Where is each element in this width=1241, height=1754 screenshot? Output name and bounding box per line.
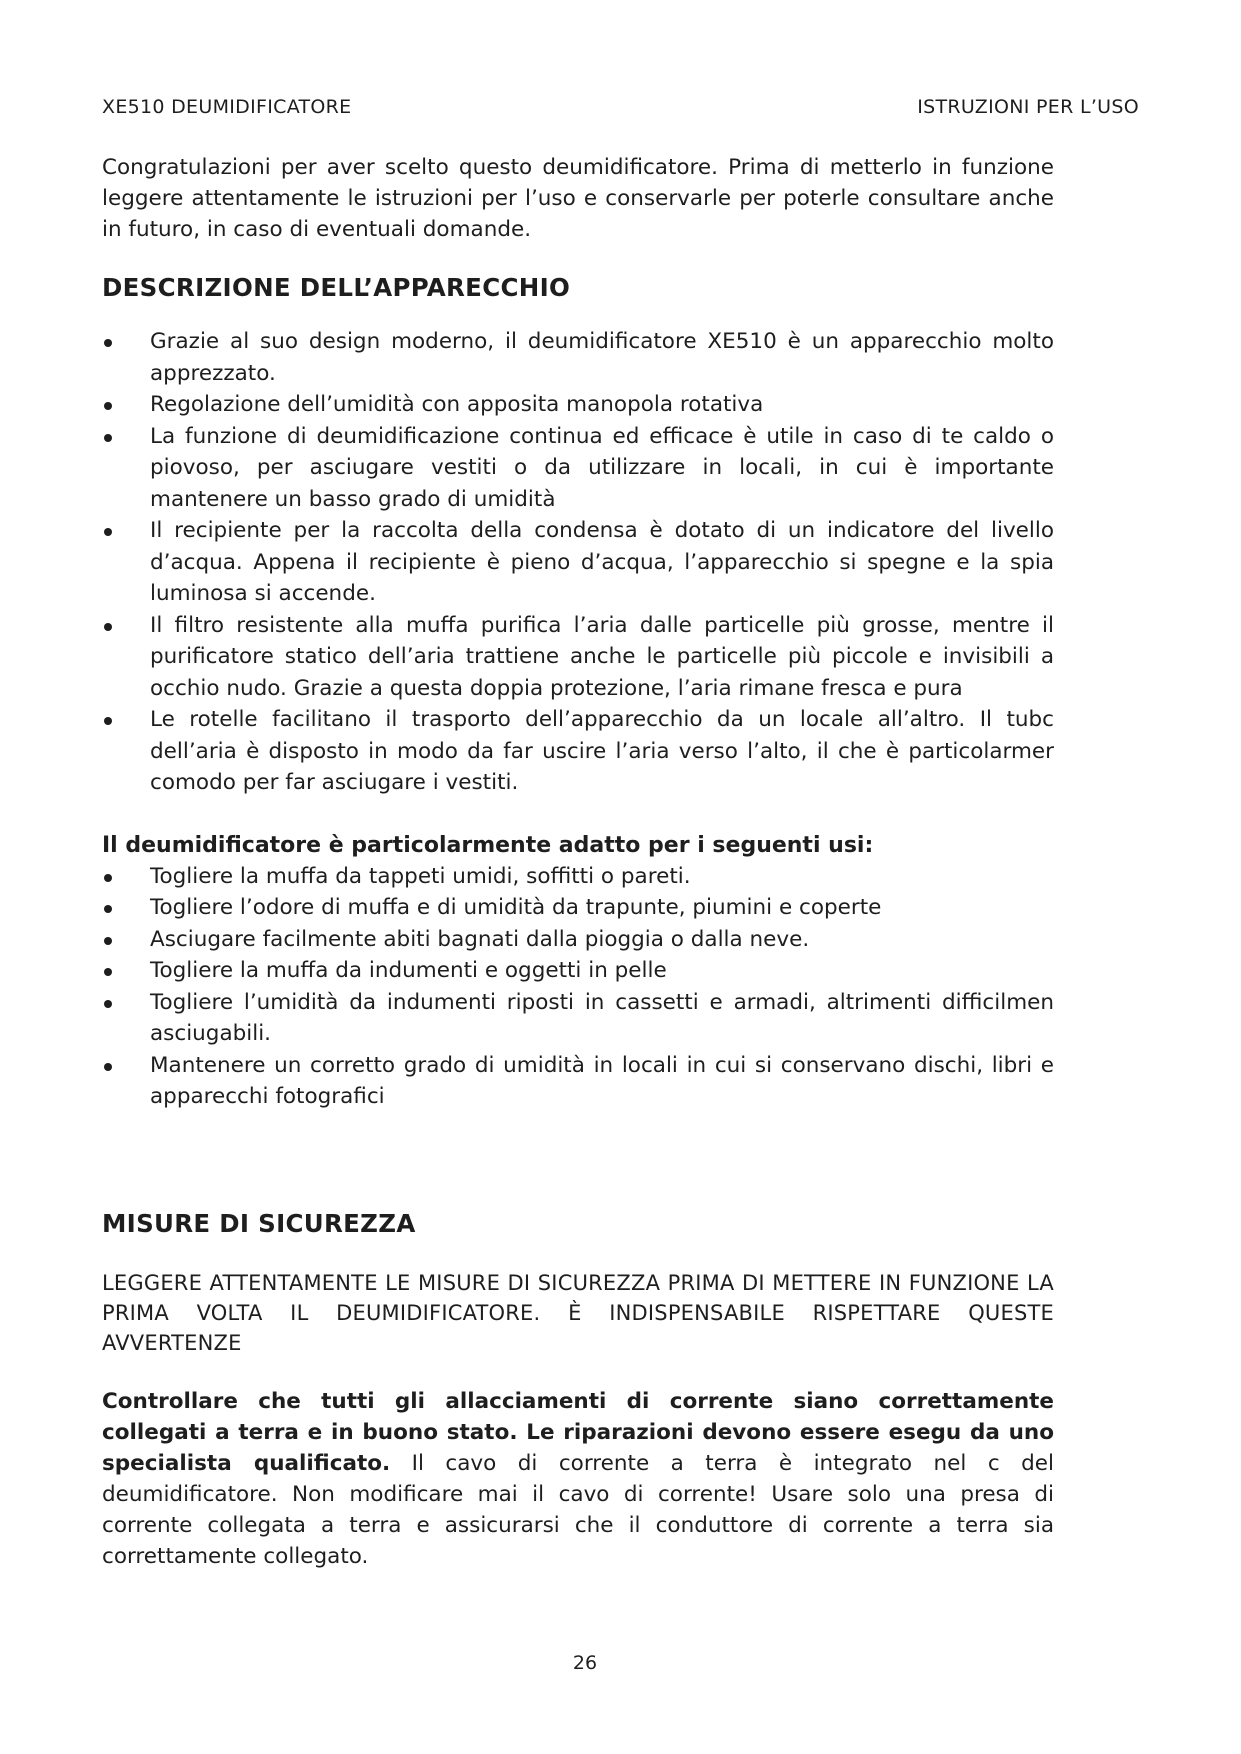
list-item-text: Togliere l’umidità da indumenti riposti in cassetti e armadi, altrimenti difficilmen asciugabili. [150,989,1054,1046]
intro-paragraph: Congratulazioni per aver scelto questo deumidificatore. Prima di metterlo in funzione leggere attentamente le istruzioni per l’uso e conservarle per poterle consultare anche in futuro, in caso di eventuali domande. [102,155,1054,242]
list-item [102,955,1054,987]
list-item [102,861,1054,893]
bullet-icon [104,905,112,913]
list-item [102,987,1054,1050]
list-item-text: Il recipiente per la raccolta della condensa è dotato di un indicatore del livello d’acqua. Appena il recipiente è pieno d’acqua, l’apparecchio si spegne e la spia luminosa si accende. [150,518,1054,606]
bullet-icon [104,968,112,976]
bullet-icon [104,528,112,536]
list-item [102,704,1054,799]
bullet-icon [104,937,112,945]
bullet-icon [104,339,112,347]
section-title-description: DESCRIZIONE DELL’APPARECCHIO [102,273,571,302]
list-item-text: Regolazione dell’umidità con apposita manopola rotativa [150,392,764,417]
uses-title: Il deumidificatore è particolarmente adatto per i seguenti usi: [102,832,874,858]
list-item [102,326,1054,389]
list-item-text: Mantenere un corretto grado di umidità in locali in cui si conservano dischi, libri e apparecchi fotografici [150,1052,1054,1109]
page-header [102,96,1139,124]
safety-instructions-paragraph [102,1386,1054,1572]
list-item-text: Grazie al suo design moderno, il deumidificatore XE510 è un apparecchio molto apprezzato. [150,329,1054,386]
bullet-icon [104,1000,112,1008]
list-item [102,421,1054,516]
uses-bullet-list [102,861,1054,1113]
list-item-text: Togliere la muffa da tappeti umidi, soffitti o pareti. [150,863,691,889]
header-section-title: ISTRUZIONI PER L’USO [917,96,1139,118]
description-bullet-list [102,326,1054,799]
bullet-icon [104,623,112,631]
safety-bold-text: Controllare che tutti gli allacciamenti di corrente siano correttamente collegati a terra e in buono stato. Le riparazioni devono essere esegu da uno specialista qualificato. [102,1388,1054,1476]
safety-warning-paragraph: LEGGERE ATTENTAMENTE LE MISURE DI SICUREZZA PRIMA DI METTERE IN FUNZIONE LA PRIMA VOLTA IL DEUMIDIFICATORE. È INDISPENSABILE RISPETTARE QUESTE AVVERTENZE [102,1270,1054,1355]
list-item-text: Togliere la muffa da indumenti e oggetti in pelle [150,958,667,983]
bullet-icon [104,402,112,410]
bullet-icon [104,717,112,725]
list-item [102,924,1054,956]
safety-normal-text: Il cavo di corrente a terra è integrato nel c del deumidificatore. Non modificare mai il cavo di corrente! Usare solo una presa di corrente collegata a terra e assicurarsi che il conduttore di corrente a terra sia correttamente collegato. [102,1450,1054,1569]
list-item [102,1050,1054,1113]
bullet-icon [104,874,112,882]
list-item [102,515,1054,610]
bullet-icon [104,434,112,442]
list-item-text: Le rotelle facilitano il trasporto dell’apparecchio da un locale all’altro. Il tubc dell’aria è disposto in modo da far uscire l’aria verso l’alto, il che è particolarmer comodo per far asciugare i vestiti. [150,707,1054,795]
section-title-safety: MISURE DI SICUREZZA [102,1208,416,1238]
page-number: 26 [572,1652,598,1674]
list-item [102,389,1054,421]
page-content [102,152,1054,1572]
list-item-text: Togliere l’odore di muffa e di umidità da trapunte, piumini e coperte [150,895,882,920]
list-item [102,610,1054,705]
list-item [102,892,1054,924]
header-product-title: XE510 DEUMIDIFICATORE [102,96,352,118]
list-item-text: Il filtro resistente alla muffa purifica l’aria dalle particelle più grosse, mentre il purificatore statico dell’aria trattiene anche le particelle più piccole e invisibili a occhio nudo. Grazie a questa doppia protezione, l’aria rimane fresca e pura [150,612,1054,701]
bullet-icon [104,1063,112,1071]
list-item-text: Asciugare facilmente abiti bagnati dalla pioggia o dalla neve. [150,926,810,952]
list-item-text: La funzione di deumidificazione continua ed efficace è utile in caso di te caldo o piovoso, per asciugare vestiti o da utilizzare in locali, in cui è importante mantenere un basso grado di umidità [150,423,1054,512]
